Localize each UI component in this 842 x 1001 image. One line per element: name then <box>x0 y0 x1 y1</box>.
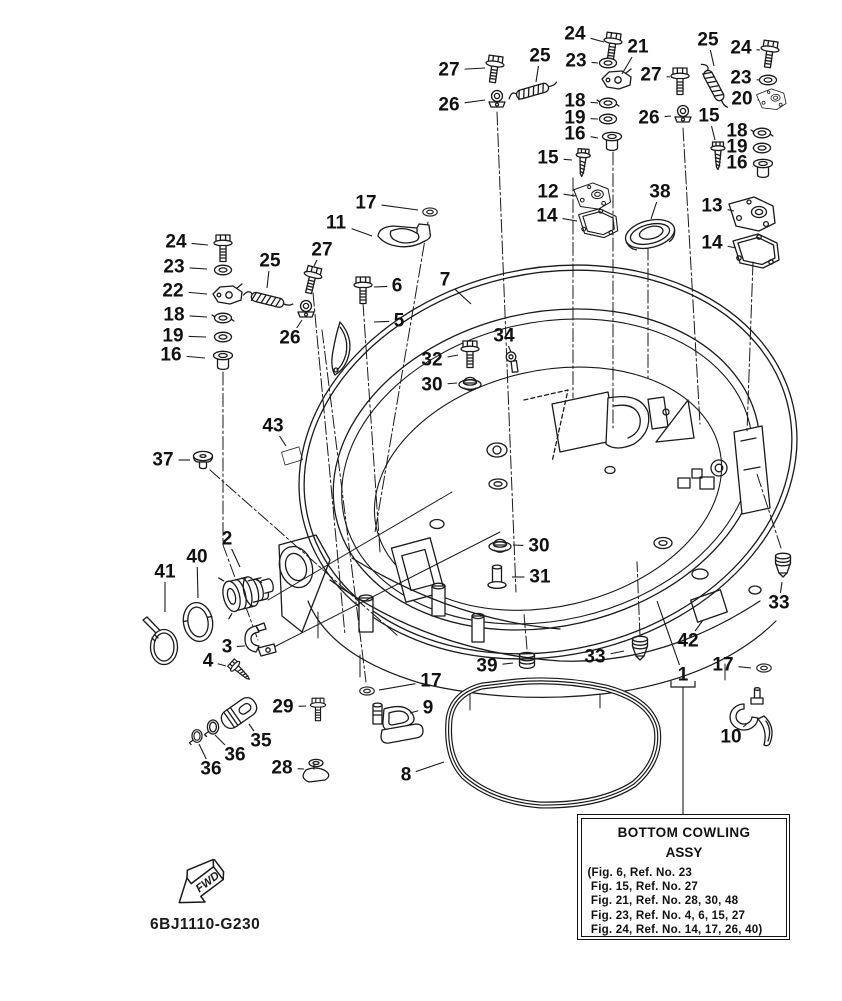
clamp36-part <box>205 720 219 737</box>
callout-26 <box>438 95 485 116</box>
callout-leader-line <box>465 100 485 103</box>
callout-28 <box>271 758 304 779</box>
callout-24 <box>165 232 208 253</box>
callout-8 <box>401 762 444 786</box>
callout-leader-line <box>199 744 206 759</box>
callout-36 <box>199 744 222 780</box>
fork3-part <box>245 623 276 656</box>
callout-17 <box>379 671 442 692</box>
callout-number: 26 <box>638 107 660 129</box>
callout-25 <box>529 46 551 83</box>
bottom-cowling-assy-box-inner <box>581 818 787 937</box>
callout-number: 23 <box>565 50 587 72</box>
callout-leader-line <box>712 126 716 140</box>
clamp36-part <box>189 730 202 745</box>
callout-38 <box>649 182 670 220</box>
callout-24 <box>564 24 604 45</box>
callout-number: 19 <box>564 107 586 129</box>
callout-leader-line <box>536 66 538 82</box>
callout-15 <box>537 148 572 169</box>
callout-leader-line <box>197 567 198 598</box>
callout-leader-line <box>374 286 387 287</box>
callout-number: 17 <box>712 654 734 676</box>
bolt-part <box>759 40 781 69</box>
callout-26 <box>638 108 671 129</box>
callout-24 <box>730 38 760 59</box>
callout-40 <box>186 547 207 599</box>
washer-part <box>760 75 777 85</box>
callout-number: 28 <box>271 757 293 779</box>
callout-number: 25 <box>697 29 719 51</box>
callout-number: 25 <box>529 45 551 67</box>
callout-number: 24 <box>165 231 187 253</box>
callout-leader-line <box>374 321 389 322</box>
callout-number: 27 <box>311 239 333 261</box>
bolt-part <box>354 277 372 304</box>
labelrect-part <box>281 447 303 466</box>
callout-leader-line <box>192 243 208 245</box>
lockwasher-part <box>212 313 234 323</box>
callout-25 <box>697 30 719 67</box>
callout-number: 22 <box>162 280 184 302</box>
washer-part <box>757 664 771 672</box>
callout-leader-line <box>267 271 269 288</box>
callout-number: 17 <box>420 670 442 692</box>
callout-leader-line <box>591 102 598 103</box>
callout-leader-line <box>382 205 418 210</box>
lockwasher-part <box>597 98 619 108</box>
callout-number: 43 <box>262 415 284 437</box>
bushing-part <box>214 351 233 369</box>
info-box-line: (Fig. 6, Ref. No. 23 <box>587 865 692 879</box>
callout-35 <box>249 724 272 752</box>
washer-part <box>600 114 617 124</box>
callout-leader-line <box>657 601 679 665</box>
clip-part <box>489 91 505 108</box>
callout-30 <box>513 536 550 557</box>
steering-bracket-detail <box>274 535 330 632</box>
screw-part <box>227 658 254 684</box>
bolt-part <box>461 341 479 368</box>
callout-number: 5 <box>393 310 405 332</box>
callout-17 <box>712 655 751 676</box>
gasketplate-part <box>733 234 779 268</box>
callout-number: 29 <box>272 696 294 718</box>
callout-20 <box>731 89 759 110</box>
pin-part <box>488 565 506 588</box>
callout-leader-line <box>187 356 205 358</box>
callout-leader-line <box>465 68 485 69</box>
callout-number: 27 <box>640 64 662 86</box>
clip-part <box>298 301 314 318</box>
callout-number: 21 <box>627 36 649 58</box>
callout-number: 20 <box>731 88 753 110</box>
washer-part <box>423 208 437 216</box>
info-box-references <box>588 866 781 938</box>
washer-part <box>215 332 232 342</box>
callout-41 <box>154 562 176 613</box>
callout-leader-line <box>215 735 225 745</box>
info-box-title: BOTTOM COWLING <box>617 824 751 840</box>
ring40-part <box>180 600 215 643</box>
bolt-part <box>214 235 232 262</box>
callout-number: 37 <box>152 449 174 471</box>
callout-number: 16 <box>160 344 182 366</box>
tie41-part <box>143 617 178 665</box>
clip-part <box>675 106 691 123</box>
callout-number: 7 <box>439 269 451 291</box>
grommet-part <box>489 539 511 552</box>
callout-number: 36 <box>200 758 222 780</box>
callout-leader-line <box>190 268 207 269</box>
lever-part <box>602 69 631 89</box>
callout-14 <box>536 206 577 227</box>
callout-number: 16 <box>564 123 586 145</box>
callout-number: 26 <box>279 327 301 349</box>
bolt-part <box>310 698 325 721</box>
callout-23 <box>163 257 207 278</box>
callout-12 <box>537 182 576 203</box>
plate-part <box>756 87 787 111</box>
bolt-part <box>484 55 506 84</box>
callout-18 <box>163 305 207 326</box>
callout-number: 8 <box>400 764 412 786</box>
bottom-cowling-assy-box <box>577 814 790 940</box>
callout-leader-line <box>448 383 457 384</box>
ribplug-part <box>633 636 648 660</box>
callout-number: 23 <box>730 67 752 89</box>
fitting9-part <box>373 703 423 743</box>
callout-leader-line <box>189 292 207 294</box>
callout-27 <box>311 240 332 267</box>
plate-part <box>729 197 775 231</box>
fwd-arrow <box>167 853 232 914</box>
callout-number: 31 <box>529 566 551 588</box>
callout-14 <box>701 233 736 254</box>
callout-19 <box>162 326 206 347</box>
callout-leader-line <box>448 355 458 357</box>
callout-number: 19 <box>162 325 184 347</box>
washer-part <box>600 58 617 68</box>
callout-leader-line <box>651 202 657 219</box>
bolt-part <box>602 32 624 61</box>
callout-number: 14 <box>701 232 723 254</box>
callout-number: 39 <box>476 655 498 677</box>
callout-leader-line <box>508 346 511 352</box>
callout-number: 27 <box>438 59 460 81</box>
callout-leader-line <box>352 229 372 236</box>
callout-34 <box>493 326 515 353</box>
callout-leader-line <box>592 62 598 63</box>
callout-number: 24 <box>730 37 752 59</box>
callout-10 <box>720 723 748 748</box>
callout-leader-line <box>416 762 444 772</box>
callout-27 <box>438 60 485 81</box>
callout-16 <box>564 124 598 145</box>
callout-3 <box>222 637 245 658</box>
callout-number: 1 <box>677 664 689 686</box>
spring-part <box>508 80 559 102</box>
callout-number: 25 <box>259 250 281 272</box>
parts-layer <box>143 29 791 782</box>
callout-number: 30 <box>421 374 443 396</box>
callout-11 <box>326 213 372 237</box>
callout-43 <box>262 416 286 447</box>
cowling-line-art <box>150 112 834 933</box>
gasket-outline <box>449 681 658 805</box>
bushing-part <box>754 159 773 177</box>
fwd-arrow-label: FWD <box>193 869 222 896</box>
callout-42 <box>677 620 703 652</box>
lockwasher-part <box>751 128 773 138</box>
callout-29 <box>272 697 306 718</box>
skirt-ticks <box>318 612 725 710</box>
callout-leader-line <box>611 651 624 654</box>
callout-27 <box>640 65 670 86</box>
callout-number: 15 <box>698 105 720 127</box>
callout-32 <box>421 350 458 371</box>
callout-leader-line <box>591 137 598 138</box>
screw-part <box>575 149 591 177</box>
bushing-part <box>603 132 622 150</box>
callout-23 <box>730 68 759 89</box>
callout-number: 12 <box>537 181 559 203</box>
nipple34-part <box>503 350 523 374</box>
callout-26 <box>279 320 302 349</box>
cap28-part <box>303 759 329 782</box>
callout-number: 18 <box>726 120 748 142</box>
callout-leader-line <box>564 194 576 196</box>
callout-number: 3 <box>221 636 233 658</box>
callout-number: 30 <box>528 535 550 557</box>
callout-number: 24 <box>564 23 586 45</box>
callout-number: 6 <box>391 275 403 297</box>
callout-number: 41 <box>154 561 176 583</box>
plate-part <box>573 182 611 211</box>
callout-leader-line <box>563 219 577 221</box>
callout-number: 11 <box>325 212 347 234</box>
callout-leader-line <box>665 116 671 117</box>
reference-lines <box>210 112 781 682</box>
callout-number: 32 <box>421 349 443 371</box>
info-box-line: Fig. 15, Ref. No. 27 <box>587 879 699 893</box>
callout-16 <box>726 153 753 174</box>
info-box-line: Fig. 23, Ref. No. 4, 6, 15, 27 <box>587 908 746 922</box>
lever-part <box>213 284 242 304</box>
callout-number: 35 <box>250 730 272 752</box>
callout-number: 9 <box>422 697 434 719</box>
callout-leader-line <box>564 159 572 160</box>
callout-6 <box>374 276 402 297</box>
ovalgrommet-part <box>622 215 677 253</box>
screw-part <box>711 142 725 170</box>
info-box-line: Fig. 21, Ref. No. 28, 30, 48 <box>587 894 739 908</box>
callout-25 <box>259 251 281 289</box>
spring-part <box>698 62 729 110</box>
callout-number: 26 <box>438 94 460 116</box>
callout-number: 18 <box>163 304 185 326</box>
callout-number: 23 <box>163 256 185 278</box>
washer-part <box>215 265 232 275</box>
ribplug-part <box>776 553 791 577</box>
spring-part <box>243 290 294 311</box>
callout-number: 14 <box>536 205 558 227</box>
callout-number: 17 <box>355 192 377 214</box>
callout-leader-line <box>503 663 513 664</box>
callout-number: 4 <box>202 650 214 672</box>
callout-2 <box>222 529 240 568</box>
callout-number: 15 <box>537 147 559 169</box>
callout-number: 19 <box>726 136 748 158</box>
callout-number: 34 <box>493 325 515 347</box>
washer-part <box>754 143 771 153</box>
cyl2-part <box>219 566 279 619</box>
callout-number: 18 <box>564 90 586 112</box>
bolt-part <box>671 68 689 95</box>
hook11-part <box>378 224 430 247</box>
callout-leader-line <box>780 582 782 593</box>
callout-31 <box>512 567 551 588</box>
callout-leader-line <box>189 336 206 337</box>
callout-37 <box>152 450 190 471</box>
callout-33 <box>584 647 624 668</box>
gasketplate-part <box>579 209 618 238</box>
bolt-part <box>300 265 324 295</box>
washer-part <box>360 687 374 695</box>
callout-30 <box>421 375 457 396</box>
callout-leader-line <box>280 436 287 446</box>
callout-number: 36 <box>224 744 246 766</box>
button-part <box>194 451 213 468</box>
callout-16 <box>160 345 205 366</box>
callout-17 <box>355 193 418 214</box>
callout-23 <box>565 51 598 72</box>
callouts-layer <box>152 24 789 815</box>
info-box-line: Fig. 24, Ref. No. 14, 17, 26, 40) <box>587 923 763 937</box>
callout-leader-line <box>710 50 714 66</box>
callout-leader-line <box>232 549 240 567</box>
callout-leader-line <box>314 260 317 266</box>
callout-leader-line <box>190 316 207 317</box>
callout-leader-line <box>591 38 604 42</box>
callout-leader-line <box>739 667 751 668</box>
callout-number: 42 <box>677 630 699 652</box>
callout-22 <box>162 281 207 302</box>
callout-15 <box>698 106 720 141</box>
callout-number: 10 <box>720 726 742 748</box>
callout-number: 16 <box>726 152 748 174</box>
callout-leader-line <box>379 684 415 690</box>
callout-number: 38 <box>649 181 671 203</box>
callout-number: 13 <box>701 195 723 217</box>
callout-leader-line <box>218 664 226 666</box>
callout-number: 40 <box>186 546 208 568</box>
callout-number: 33 <box>584 646 606 668</box>
diagram-code: 6BJ1110-G230 <box>150 916 261 933</box>
callout-33 <box>768 582 789 614</box>
conn35-part <box>218 694 260 731</box>
info-box-subtitle: ASSY <box>665 844 703 860</box>
callout-number: 2 <box>221 528 233 550</box>
callout-number: 33 <box>768 592 790 614</box>
grommet-part <box>459 377 481 390</box>
